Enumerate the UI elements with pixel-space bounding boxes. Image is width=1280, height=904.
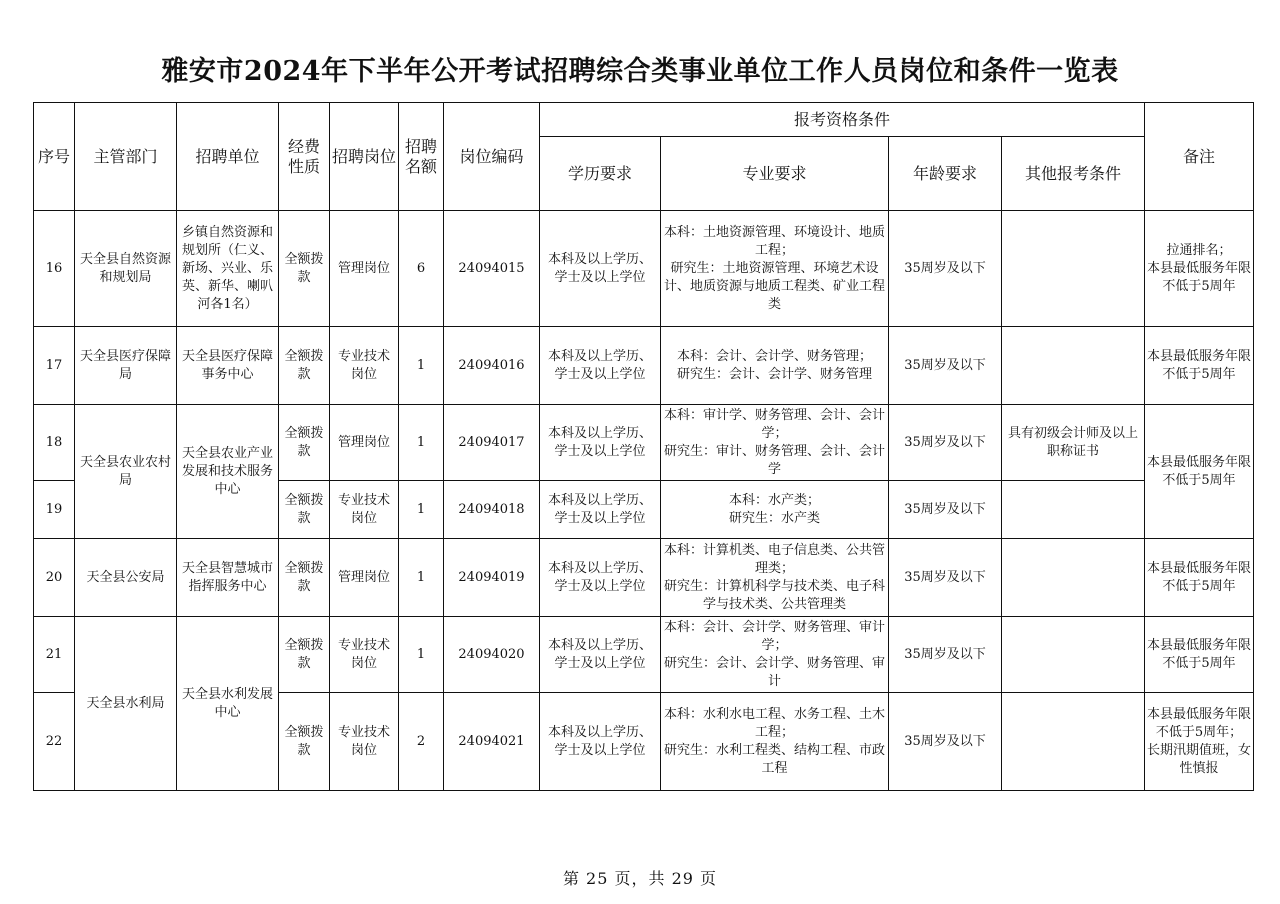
cell-seq: 17 — [34, 327, 75, 405]
cell-age: 35周岁及以下 — [889, 405, 1002, 481]
cell-funding: 全额拨款 — [279, 617, 330, 693]
cell-other — [1002, 617, 1145, 693]
cell-quota: 1 — [399, 617, 444, 693]
cell-other — [1002, 693, 1145, 791]
cell-remark: 本县最低服务年限不低于5周年 — [1145, 539, 1254, 617]
header-edu: 学历要求 — [540, 137, 661, 211]
table-row — [34, 211, 1254, 327]
cell-post: 管理岗位 — [330, 211, 399, 327]
positions-table — [33, 102, 1254, 791]
cell-funding: 全额拨款 — [279, 211, 330, 327]
cell-dept: 天全县水利局 — [75, 617, 177, 791]
cell-code: 24094019 — [444, 539, 540, 617]
header-quota: 招聘名额 — [399, 103, 444, 211]
cell-major: 本科：会计、会计学、财务管理、审计学； 研究生：会计、会计学、财务管理、审计 — [661, 617, 889, 693]
cell-age: 35周岁及以下 — [889, 693, 1002, 791]
cell-post: 管理岗位 — [330, 539, 399, 617]
header-seq: 序号 — [34, 103, 75, 211]
cell-other: 具有初级会计师及以上职称证书 — [1002, 405, 1145, 481]
cell-age: 35周岁及以下 — [889, 327, 1002, 405]
cell-age: 35周岁及以下 — [889, 211, 1002, 327]
cell-code: 24094015 — [444, 211, 540, 327]
cell-unit: 乡镇自然资源和规划所（仁义、新场、兴业、乐英、新华、喇叭河各1名） — [177, 211, 279, 327]
cell-major: 本科：计算机类、电子信息类、公共管理类； 研究生：计算机科学与技术类、电子科学与技术类、公共管理类 — [661, 539, 889, 617]
cell-age: 35周岁及以下 — [889, 481, 1002, 539]
header-unit: 招聘单位 — [177, 103, 279, 211]
cell-funding: 全额拨款 — [279, 327, 330, 405]
cell-post: 专业技术岗位 — [330, 617, 399, 693]
cell-seq: 16 — [34, 211, 75, 327]
cell-remark: 本县最低服务年限不低于5周年 — [1145, 405, 1254, 539]
cell-post: 管理岗位 — [330, 405, 399, 481]
cell-quota: 1 — [399, 327, 444, 405]
cell-seq: 22 — [34, 693, 75, 791]
cell-post: 专业技术岗位 — [330, 327, 399, 405]
cell-funding: 全额拨款 — [279, 693, 330, 791]
cell-other — [1002, 327, 1145, 405]
cell-funding: 全额拨款 — [279, 481, 330, 539]
cell-quota: 1 — [399, 481, 444, 539]
header-other: 其他报考条件 — [1002, 137, 1145, 211]
cell-quota: 2 — [399, 693, 444, 791]
cell-other — [1002, 481, 1145, 539]
header-post: 招聘岗位 — [330, 103, 399, 211]
cell-remark: 本县最低服务年限不低于5周年 — [1145, 617, 1254, 693]
cell-major: 本科：水产类； 研究生：水产类 — [661, 481, 889, 539]
cell-seq: 18 — [34, 405, 75, 481]
cell-seq: 21 — [34, 617, 75, 693]
cell-code: 24094016 — [444, 327, 540, 405]
cell-age: 35周岁及以下 — [889, 617, 1002, 693]
cell-edu: 本科及以上学历、学士及以上学位 — [540, 405, 661, 481]
cell-edu: 本科及以上学历、学士及以上学位 — [540, 617, 661, 693]
header-dept: 主管部门 — [75, 103, 177, 211]
cell-quota: 1 — [399, 539, 444, 617]
cell-major: 本科：审计学、财务管理、会计、会计学； 研究生：审计、财务管理、会计、会计学 — [661, 405, 889, 481]
table-row — [34, 327, 1254, 405]
cell-post: 专业技术岗位 — [330, 481, 399, 539]
cell-major: 本科：土地资源管理、环境设计、地质工程； 研究生：土地资源管理、环境艺术设计、地质资源与地质工程类、矿业工程类 — [661, 211, 889, 327]
cell-quota: 1 — [399, 405, 444, 481]
header-major: 专业要求 — [661, 137, 889, 211]
header-remark: 备注 — [1145, 103, 1254, 211]
cell-dept: 天全县自然资源和规划局 — [75, 211, 177, 327]
cell-unit: 天全县农业产业发展和技术服务中心 — [177, 405, 279, 539]
cell-other — [1002, 539, 1145, 617]
cell-edu: 本科及以上学历、学士及以上学位 — [540, 327, 661, 405]
cell-age: 35周岁及以下 — [889, 539, 1002, 617]
cell-funding: 全额拨款 — [279, 539, 330, 617]
cell-edu: 本科及以上学历、学士及以上学位 — [540, 481, 661, 539]
cell-code: 24094020 — [444, 617, 540, 693]
cell-major: 本科：会计、会计学、财务管理； 研究生：会计、会计学、财务管理 — [661, 327, 889, 405]
cell-edu: 本科及以上学历、学士及以上学位 — [540, 539, 661, 617]
page-number: 第 25 页，共 29 页 — [562, 869, 718, 888]
cell-other — [1002, 211, 1145, 327]
cell-dept: 天全县医疗保障局 — [75, 327, 177, 405]
table-row — [34, 405, 1254, 481]
cell-remark: 本县最低服务年限不低于5周年； 长期汛期值班，女性慎报 — [1145, 693, 1254, 791]
cell-major: 本科：水利水电工程、水务工程、土木工程； 研究生：水利工程类、结构工程、市政工程 — [661, 693, 889, 791]
header-code: 岗位编码 — [444, 103, 540, 211]
table-row — [34, 539, 1254, 617]
cell-edu: 本科及以上学历、学士及以上学位 — [540, 211, 661, 327]
header-age: 年龄要求 — [889, 137, 1002, 211]
cell-unit: 天全县水利发展中心 — [177, 617, 279, 791]
cell-remark: 拉通排名； 本县最低服务年限不低于5周年 — [1145, 211, 1254, 327]
cell-dept: 天全县公安局 — [75, 539, 177, 617]
cell-code: 24094018 — [444, 481, 540, 539]
cell-post: 专业技术岗位 — [330, 693, 399, 791]
cell-remark: 本县最低服务年限不低于5周年 — [1145, 327, 1254, 405]
page-title: 雅安市2024年下半年公开考试招聘综合类事业单位工作人员岗位和条件一览表 — [161, 56, 1119, 87]
cell-unit: 天全县医疗保障事务中心 — [177, 327, 279, 405]
cell-unit: 天全县智慧城市指挥服务中心 — [177, 539, 279, 617]
cell-seq: 20 — [34, 539, 75, 617]
cell-edu: 本科及以上学历、学士及以上学位 — [540, 693, 661, 791]
cell-seq: 19 — [34, 481, 75, 539]
header-funding: 经费性质 — [279, 103, 330, 211]
table-row — [34, 617, 1254, 693]
cell-code: 24094021 — [444, 693, 540, 791]
header-conditions: 报考资格条件 — [540, 103, 1145, 137]
cell-dept: 天全县农业农村局 — [75, 405, 177, 539]
cell-quota: 6 — [399, 211, 444, 327]
cell-code: 24094017 — [444, 405, 540, 481]
cell-funding: 全额拨款 — [279, 405, 330, 481]
